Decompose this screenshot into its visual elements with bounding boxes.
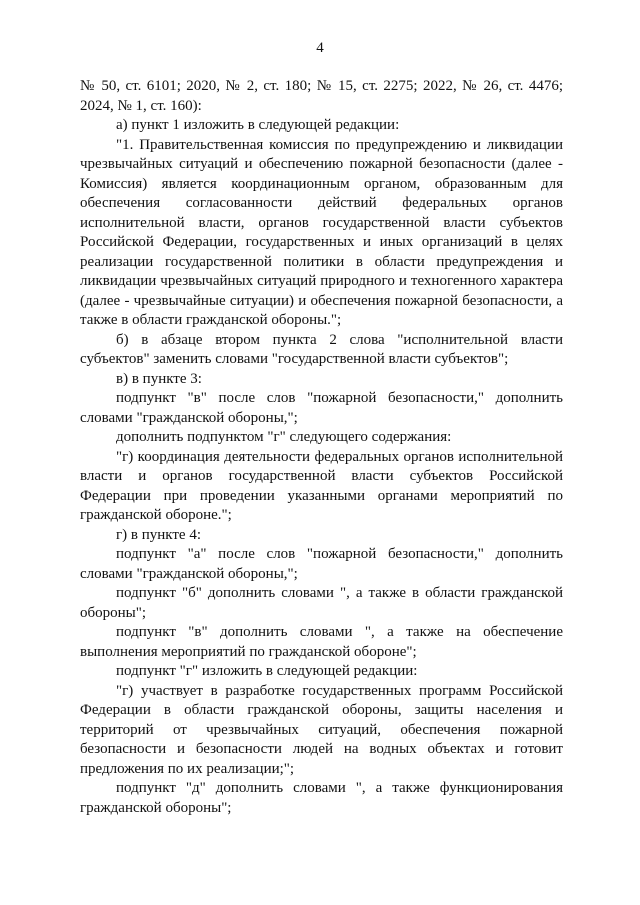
paragraph-subitem-v-supplement: подпункт "в" дополнить словами ", а также на обеспечение выполнения мероприятий по гражданской обороне";	[80, 624, 563, 660]
paragraph-add-subitem-g: дополнить подпунктом "г" следующего содержания:	[116, 429, 452, 445]
paragraph-citation-continuation: № 50, ст. 6101; 2020, № 2, ст. 180; № 15, ст. 2275; 2022, № 26, ст. 4476; 2024, № 1, ст. 160):	[80, 78, 563, 114]
paragraph-subitem-a-addition: подпункт "а" после слов "пожарной безопасности," дополнить словами "гражданской обороны,";	[80, 546, 563, 582]
paragraph-subitem-g-text: "г) координация деятельности федеральных органов исполнительной власти и органов государственной власти субъектов Российской Федерации при проведении указанными органами мероприятий по гражданской обороне.";	[80, 448, 563, 523]
paragraph-subitem-b-addition: подпункт "б" дополнить словами ", а также в области гражданской обороны";	[80, 585, 563, 621]
paragraph-subitem-d-addition: подпункт "д" дополнить словами ", а также функционирования гражданской обороны";	[80, 780, 563, 816]
paragraph-item-b: б) в абзаце втором пункта 2 слова "исполнительной власти субъектов" заменить словами "государственной власти субъектов";	[80, 331, 563, 367]
paragraph-item-a: а) пункт 1 изложить в следующей редакции:	[116, 117, 400, 133]
paragraph-item-v: в) в пункте 3:	[116, 370, 202, 387]
paragraph-item-g: г) в пункте 4:	[116, 526, 202, 543]
document-body	[80, 77, 563, 818]
paragraph-subitem-v-addition: подпункт "в" после слов "пожарной безопасности," дополнить словами "гражданской обороны,";	[80, 390, 563, 426]
paragraph-subitem-g-new-text: "г) участвует в разработке государственных программ Российской Федерации в области гражданской обороны, защиты населения и территорий от чрезвычайных ситуаций, обеспечения пожарной безопасности и безопасности людей на водных объектах и готовит предложения по их реализации;";	[80, 682, 563, 777]
paragraph-subitem-g-revision: подпункт "г" изложить в следующей редакции:	[116, 663, 418, 679]
page-number: 4	[316, 40, 324, 56]
paragraph-commission-definition: "1. Правительственная комиссия по предупреждению и ликвидации чрезвычайных ситуаций и обеспечению пожарной безопасности (далее - Комиссия) является координационным органом, образованным для обеспечения согласованности действий федеральных органов исполнительной власти, органов государственной власти субъектов Российской Федерации, государственных и иных организаций в целях реализации государственной политики в области предупреждения и ликвидации чрезвычайных ситуаций природного и техногенного характера (далее - чрезвычайные ситуации) и обеспечения пожарной безопасности, а также в области гражданской обороны.";	[80, 136, 563, 328]
